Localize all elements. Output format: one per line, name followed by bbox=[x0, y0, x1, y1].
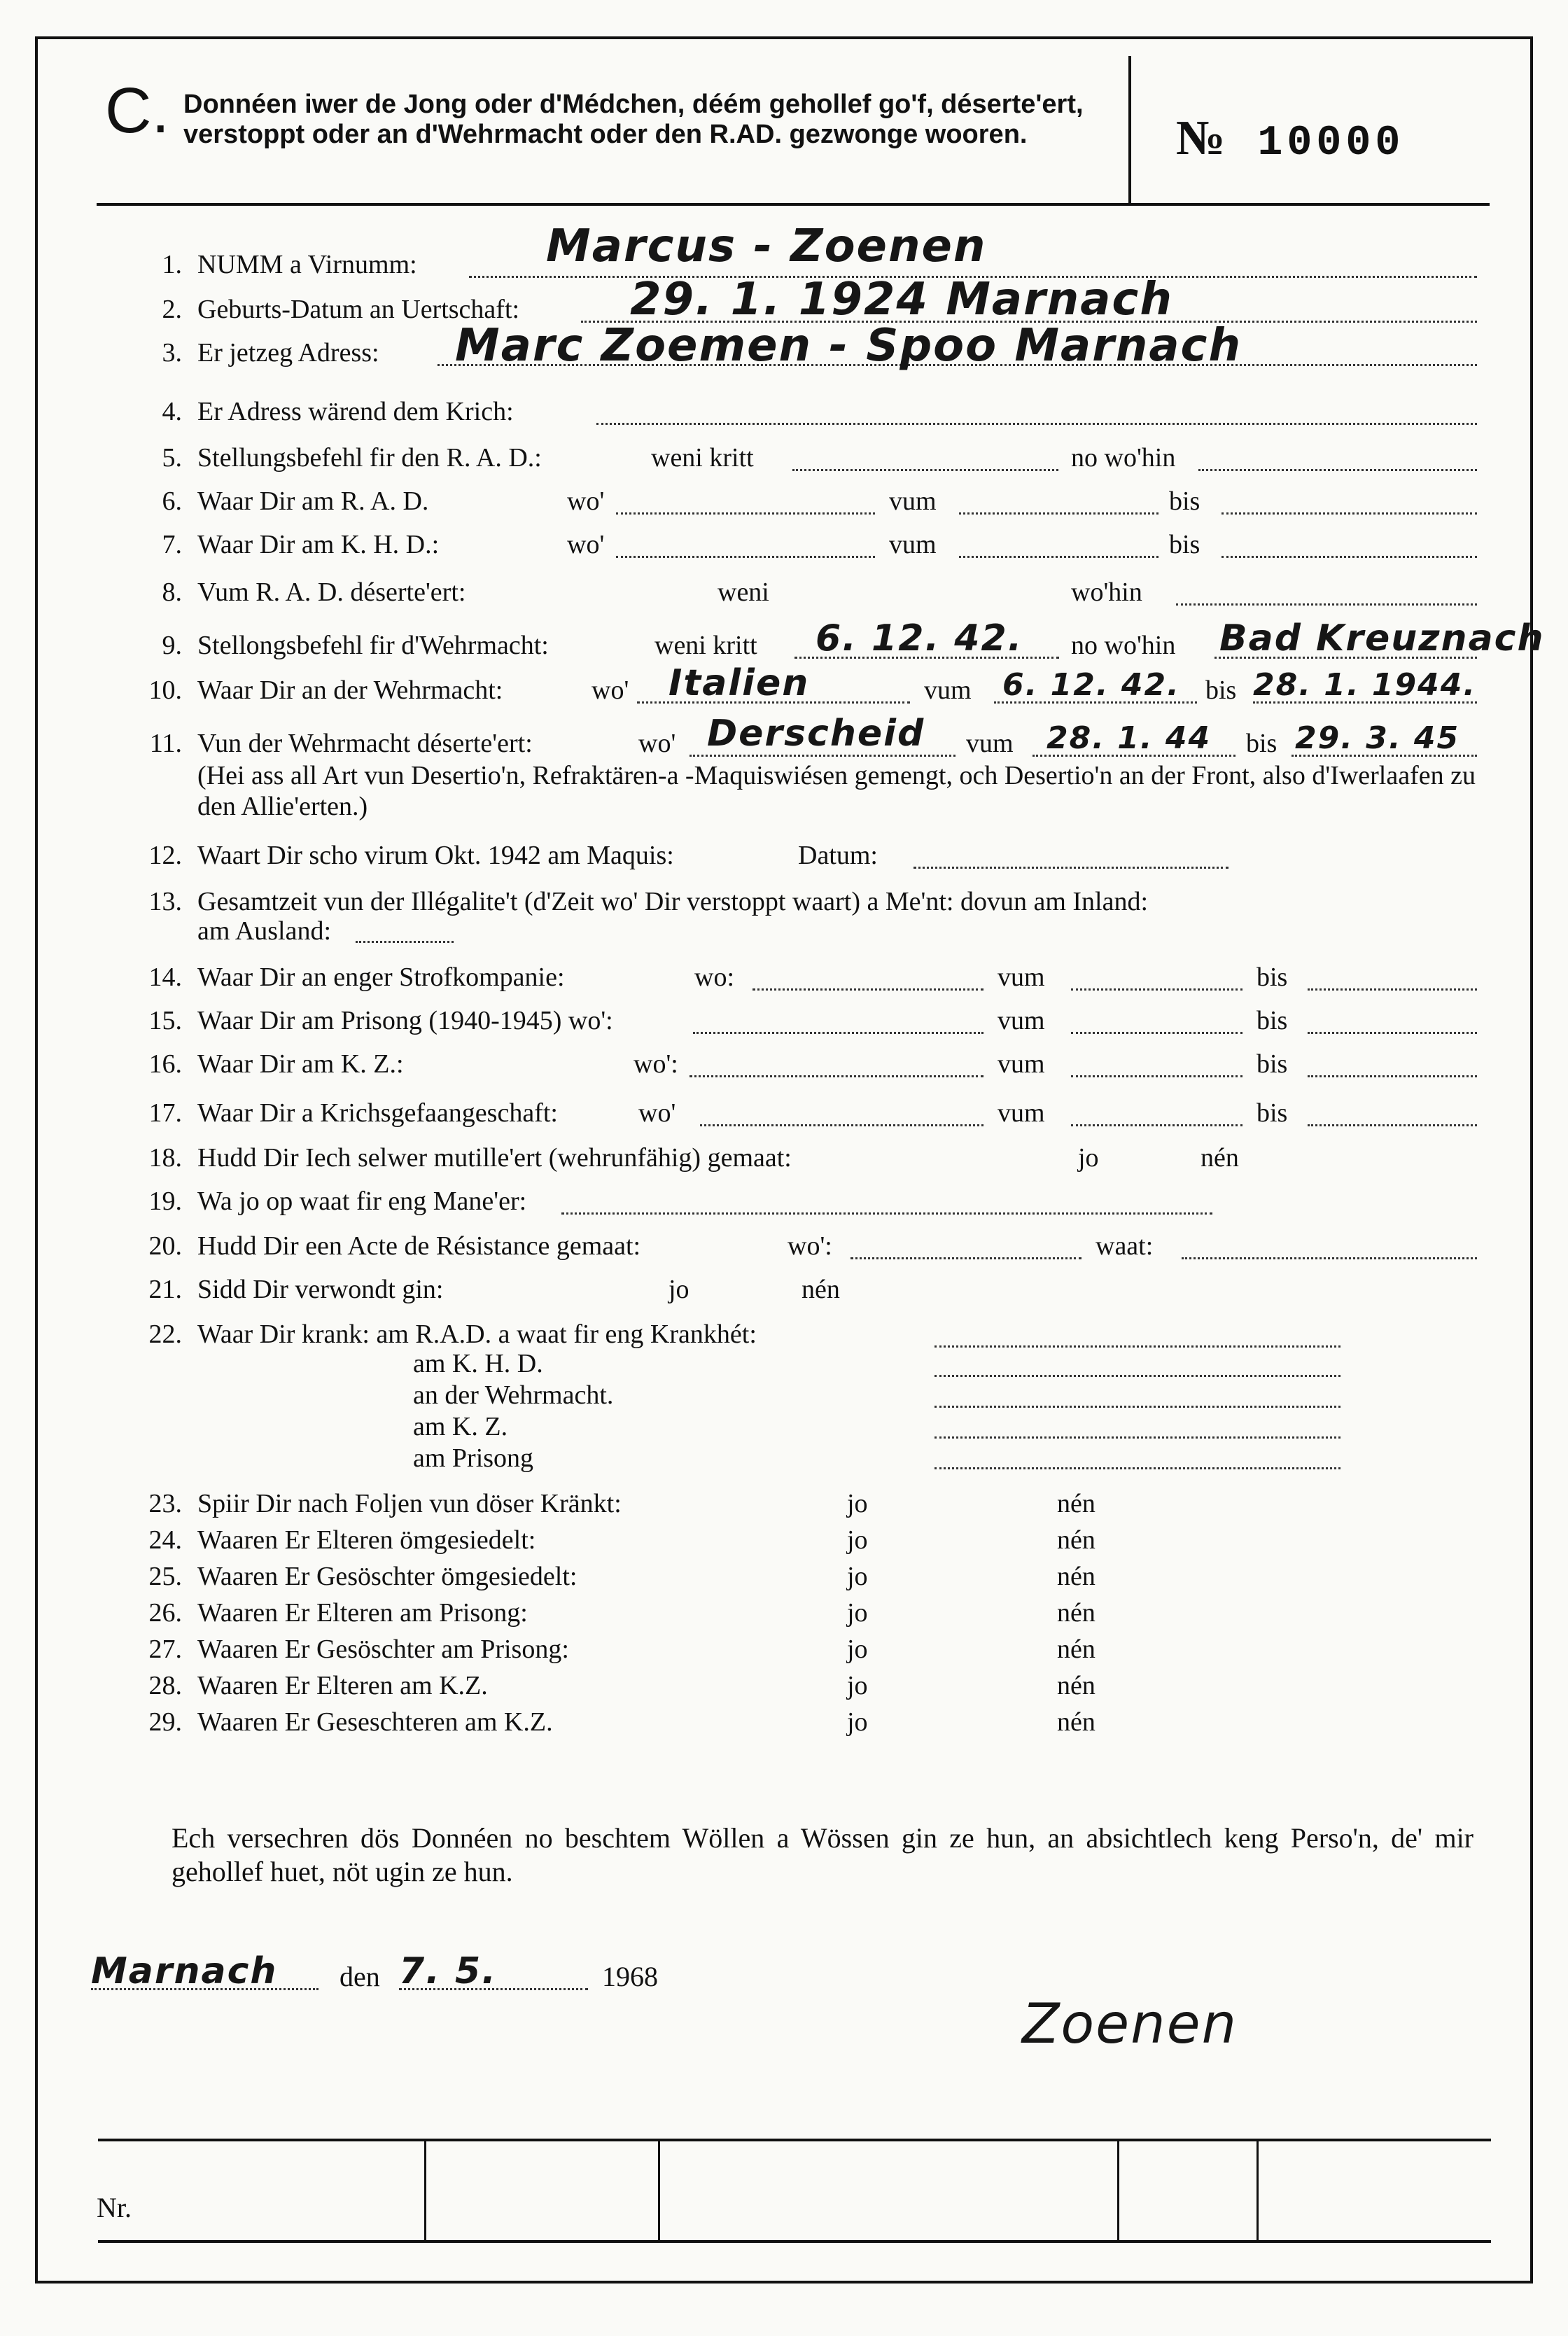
row-number: 17. bbox=[148, 1098, 182, 1128]
table-col-divider bbox=[1117, 2139, 1119, 2242]
row22-sub-4: am Prisong bbox=[413, 1443, 534, 1473]
row-number: 11. bbox=[149, 729, 182, 758]
option-nen[interactable]: nén bbox=[1057, 1562, 1096, 1591]
handwritten-r9-wohin[interactable]: Bad Kreuznach bbox=[1219, 617, 1545, 659]
fill-line bbox=[1308, 1075, 1477, 1077]
field-vum: vum bbox=[966, 729, 1014, 758]
field-vum: vum bbox=[924, 676, 972, 705]
row-number: 23. bbox=[148, 1489, 182, 1518]
row-label: Stellungsbefehl fir den R. A. D.: bbox=[197, 443, 542, 473]
row-label: NUMM a Virnumm: bbox=[197, 250, 417, 279]
row-number: 25. bbox=[148, 1562, 182, 1591]
row13-abroad: am Ausland: bbox=[197, 916, 332, 946]
fill-line bbox=[959, 556, 1158, 558]
handwritten-r10-bis[interactable]: 28. 1. 1944. bbox=[1253, 667, 1477, 703]
field-weni-kritt: weni kritt bbox=[654, 631, 757, 660]
fill-line bbox=[690, 755, 955, 757]
fill-line bbox=[1222, 556, 1477, 558]
option-nen[interactable]: nén bbox=[802, 1275, 840, 1304]
field-wo: wo' bbox=[592, 676, 629, 705]
form-row-24 bbox=[0, 1522, 1568, 1558]
row-number: 14. bbox=[148, 963, 182, 992]
table-col-divider bbox=[424, 2139, 426, 2242]
signature: Zoenen bbox=[1022, 1993, 1238, 2056]
fill-line bbox=[850, 1257, 1082, 1259]
fill-line bbox=[1176, 603, 1477, 606]
fill-line bbox=[693, 1032, 983, 1034]
row-number: 13. bbox=[148, 887, 182, 916]
year-label: 1968 bbox=[602, 1961, 658, 1992]
row-label: Hudd Dir een Acte de Résistance gemaat: bbox=[197, 1231, 641, 1261]
row-number: 21. bbox=[148, 1275, 182, 1304]
fill-line bbox=[356, 941, 454, 943]
row-label: Waar Dir am K. Z.: bbox=[197, 1049, 404, 1079]
field-wo: wo' bbox=[638, 729, 676, 758]
option-nen[interactable]: nén bbox=[1057, 1671, 1096, 1700]
option-nen[interactable]: nén bbox=[1057, 1707, 1096, 1737]
handwritten-birth[interactable]: 29. 1. 1924 Marnach bbox=[630, 274, 1173, 326]
handwritten-name[interactable]: Marcus - Zoenen bbox=[546, 221, 987, 272]
option-jo[interactable]: jo bbox=[847, 1525, 868, 1555]
row-number: 6. bbox=[162, 487, 182, 516]
field-wo: wo' bbox=[638, 1098, 676, 1128]
option-nen[interactable]: nén bbox=[1200, 1143, 1239, 1173]
field-bis: bis bbox=[1205, 676, 1237, 705]
row-number: 8. bbox=[162, 578, 182, 607]
row-label: Waaren Er Geseschteren am K.Z. bbox=[197, 1707, 553, 1737]
handwritten-date[interactable]: 7. 5. bbox=[399, 1950, 497, 1992]
field-no-wohin: no wo'hin bbox=[1071, 631, 1176, 660]
row-label: Waaren Er Elteren ömgesiedelt: bbox=[197, 1525, 536, 1555]
field-weni: weni bbox=[718, 578, 769, 607]
form-row-28 bbox=[0, 1667, 1568, 1704]
fill-line bbox=[1222, 512, 1477, 515]
field-waat: waat: bbox=[1096, 1231, 1154, 1261]
row-number: 1. bbox=[162, 250, 182, 279]
form-row-27 bbox=[0, 1631, 1568, 1667]
fill-line bbox=[1308, 988, 1477, 991]
field-wo: wo: bbox=[694, 963, 734, 992]
option-nen[interactable]: nén bbox=[1057, 1635, 1096, 1664]
field-wohin: wo'hin bbox=[1071, 578, 1142, 607]
option-jo[interactable]: jo bbox=[1078, 1143, 1099, 1173]
field-vum: vum bbox=[889, 530, 937, 559]
field-vum: vum bbox=[997, 1006, 1045, 1035]
row-label: Waart Dir scho virum Okt. 1942 am Maquis: bbox=[197, 841, 674, 870]
option-nen[interactable]: nén bbox=[1057, 1489, 1096, 1518]
row-number: 2. bbox=[162, 295, 182, 324]
fill-line bbox=[616, 512, 875, 515]
field-datum: Datum: bbox=[798, 841, 878, 870]
fill-line bbox=[752, 988, 983, 991]
table-col-divider bbox=[1256, 2139, 1259, 2242]
fill-line bbox=[690, 1075, 983, 1077]
row-number: 10. bbox=[148, 676, 182, 705]
row-label: Waar Dir am K. H. D.: bbox=[197, 530, 440, 559]
table-top-rule bbox=[98, 2139, 1491, 2141]
field-wo: wo' bbox=[567, 530, 605, 559]
row-number: 4. bbox=[162, 397, 182, 426]
field-wo: wo': bbox=[634, 1049, 678, 1079]
field-bis: bis bbox=[1256, 963, 1288, 992]
fill-line bbox=[1198, 469, 1477, 471]
row-number: 20. bbox=[148, 1231, 182, 1261]
fill-line bbox=[616, 556, 875, 558]
row-number: 9. bbox=[162, 631, 182, 660]
fill-line bbox=[1071, 1032, 1242, 1034]
row22-sub-2: an der Wehrmacht. bbox=[413, 1380, 614, 1410]
fill-line bbox=[596, 423, 1477, 425]
field-bis: bis bbox=[1256, 1049, 1288, 1079]
field-no-wohin: no wo'hin bbox=[1071, 443, 1176, 473]
row-label: Waar Dir am R. A. D. bbox=[197, 487, 429, 516]
row-number: 28. bbox=[148, 1671, 182, 1700]
fill-line bbox=[399, 1988, 588, 1990]
row-label: Hudd Dir Iech selwer mutille'ert (wehrunfähig) gemaat: bbox=[197, 1143, 792, 1173]
fill-line bbox=[934, 1375, 1340, 1377]
field-bis: bis bbox=[1169, 487, 1200, 516]
field-bis: bis bbox=[1256, 1006, 1288, 1035]
row22-sub-3: am K. Z. bbox=[413, 1412, 508, 1441]
row-number: 19. bbox=[148, 1187, 182, 1216]
form-row-21 bbox=[0, 1271, 1568, 1308]
fill-line bbox=[934, 1345, 1340, 1348]
field-vum: vum bbox=[997, 1049, 1045, 1079]
fill-line bbox=[934, 1436, 1340, 1439]
row-label: Gesamtzeit vun der Illégalite't (d'Zeit wo' Dir verstoppt waart) a Me'nt: dovun am Inland: bbox=[197, 887, 1149, 916]
row-label: Waaren Er Elteren am K.Z. bbox=[197, 1671, 488, 1700]
handwritten-r10-wo[interactable]: Italien bbox=[668, 662, 810, 704]
header-divider bbox=[1128, 56, 1131, 204]
fill-line bbox=[1308, 1124, 1477, 1126]
declaration-text: Ech versechren dös Donnéen no beschtem Wöllen a Wössen gin ze hun, an absichtlech keng Perso'n, de' mir gehollef huet, nöt ugin ze hun. bbox=[172, 1822, 1474, 1887]
row-label: Waar Dir an der Wehrmacht: bbox=[197, 676, 503, 705]
fill-line bbox=[934, 1406, 1340, 1408]
row-label: Geburts-Datum an Uertschaft: bbox=[197, 295, 520, 324]
fill-line bbox=[700, 1124, 983, 1126]
handwritten-address[interactable]: Marc Zoemen - Spoo Marnach bbox=[455, 320, 1242, 372]
nr-label: Nr. bbox=[97, 2192, 132, 2223]
option-jo[interactable]: jo bbox=[668, 1275, 690, 1304]
option-nen[interactable]: nén bbox=[1057, 1525, 1096, 1555]
row-label: Spiir Dir nach Foljen vun döser Kränkt: bbox=[197, 1489, 622, 1518]
row11-note: (Hei ass all Art vun Desertio'n, Refraktären-a -Maquiswiésen gemengt, och Desertio'n an der Front, also d'Iwerlaafen zu den Allie'erten.) bbox=[197, 761, 1476, 821]
field-bis: bis bbox=[1246, 729, 1278, 758]
row-label: Waar Dir krank: am R.A.D. a waat fir eng Krankhét: bbox=[197, 1320, 757, 1349]
row-number: 27. bbox=[148, 1635, 182, 1664]
handwritten-r10-vum[interactable]: 6. 12. 42. bbox=[1002, 667, 1180, 703]
row-label: Er Adress wärend dem Krich: bbox=[197, 397, 514, 426]
row-label: Vum R. A. D. déserte'ert: bbox=[197, 578, 466, 607]
table-col-divider bbox=[658, 2139, 660, 2242]
option-nen[interactable]: nén bbox=[1057, 1598, 1096, 1628]
fill-line bbox=[1308, 1032, 1477, 1034]
form-number bbox=[1176, 111, 1404, 167]
row-number: 12. bbox=[148, 841, 182, 870]
row22-sub-1: am K. H. D. bbox=[413, 1349, 543, 1378]
row-number: 29. bbox=[148, 1707, 182, 1737]
row-number: 24. bbox=[148, 1525, 182, 1555]
fill-line bbox=[1182, 1257, 1477, 1259]
number-value: 10000 bbox=[1257, 120, 1405, 167]
row-number: 5. bbox=[162, 443, 182, 473]
fill-line bbox=[1071, 988, 1242, 991]
row-number: 15. bbox=[148, 1006, 182, 1035]
row-label: Vun der Wehrmacht déserte'ert: bbox=[197, 729, 533, 758]
section-heading: Donnéen iwer de Jong oder d'Médchen, déém gehollef go'f, déserte'ert, verstoppt oder an d'Wehrmacht oder den R.AD. gezwonge wooren. bbox=[183, 90, 1084, 149]
fill-line bbox=[959, 512, 1158, 515]
den-label: den bbox=[340, 1961, 380, 1992]
form-row-25 bbox=[0, 1558, 1568, 1595]
field-bis: bis bbox=[1169, 530, 1200, 559]
row-label: Waaren Er Gesöschter am Prisong: bbox=[197, 1635, 569, 1664]
row-number: 7. bbox=[162, 530, 182, 559]
option-jo[interactable]: jo bbox=[847, 1671, 868, 1700]
row-label: Wa jo op waat fir eng Mane'er: bbox=[197, 1187, 527, 1216]
row-label: Waar Dir an enger Strofkompanie: bbox=[197, 963, 565, 992]
field-bis: bis bbox=[1256, 1098, 1288, 1128]
field-vum: vum bbox=[997, 1098, 1045, 1128]
option-jo[interactable]: jo bbox=[847, 1562, 868, 1591]
row-label: Waar Dir am Prisong (1940-1945) wo': bbox=[197, 1006, 613, 1035]
option-jo[interactable]: jo bbox=[847, 1489, 868, 1518]
row-number: 3. bbox=[162, 338, 182, 368]
form-row-23 bbox=[0, 1485, 1568, 1522]
handwritten-r11-bis[interactable]: 29. 3. 45 bbox=[1295, 720, 1460, 756]
form-row-29 bbox=[0, 1704, 1568, 1740]
row-number: 18. bbox=[148, 1143, 182, 1173]
handwritten-place[interactable]: Marnach bbox=[91, 1950, 278, 1992]
row-number: 16. bbox=[148, 1049, 182, 1079]
field-vum: vum bbox=[997, 963, 1045, 992]
form-row-18 bbox=[0, 1140, 1568, 1176]
option-jo[interactable]: jo bbox=[847, 1707, 868, 1737]
field-vum: vum bbox=[889, 487, 937, 516]
field-wo: wo' bbox=[567, 487, 605, 516]
section-letter: C. bbox=[105, 75, 169, 146]
fill-line bbox=[1071, 1075, 1242, 1077]
fill-line bbox=[934, 1467, 1340, 1469]
form-row-26 bbox=[0, 1595, 1568, 1631]
handwritten-r11-wo[interactable]: Derscheid bbox=[707, 713, 925, 755]
fill-line bbox=[1071, 1124, 1242, 1126]
row-label: Stellongsbefehl fir d'Wehrmacht: bbox=[197, 631, 549, 660]
row-label: Sidd Dir verwondt gin: bbox=[197, 1275, 444, 1304]
row-label: Er jetzeg Adress: bbox=[197, 338, 379, 368]
handwritten-r9-weni[interactable]: 6. 12. 42. bbox=[816, 617, 1023, 659]
fill-line bbox=[792, 469, 1058, 471]
row-label: Waaren Er Elteren am Prisong: bbox=[197, 1598, 528, 1628]
fill-line bbox=[561, 1212, 1212, 1215]
row-number: 26. bbox=[148, 1598, 182, 1628]
form-row-12 bbox=[0, 837, 1568, 874]
option-jo[interactable]: jo bbox=[847, 1635, 868, 1664]
fill-line bbox=[913, 867, 1228, 869]
handwritten-r11-vum[interactable]: 28. 1. 44 bbox=[1046, 720, 1212, 756]
row-label: Waaren Er Gesöschter ömgesiedelt: bbox=[197, 1562, 578, 1591]
field-wo: wo': bbox=[788, 1231, 832, 1261]
header-rule bbox=[97, 203, 1490, 206]
row-number: 22. bbox=[148, 1320, 182, 1349]
number-sign: № bbox=[1176, 111, 1230, 165]
table-bottom-rule bbox=[98, 2240, 1491, 2243]
row-label: Waar Dir a Krichsgefaangeschaft: bbox=[197, 1098, 558, 1128]
fill-line bbox=[91, 1988, 318, 1990]
option-jo[interactable]: jo bbox=[847, 1598, 868, 1628]
field-weni-kritt: weni kritt bbox=[651, 443, 754, 473]
